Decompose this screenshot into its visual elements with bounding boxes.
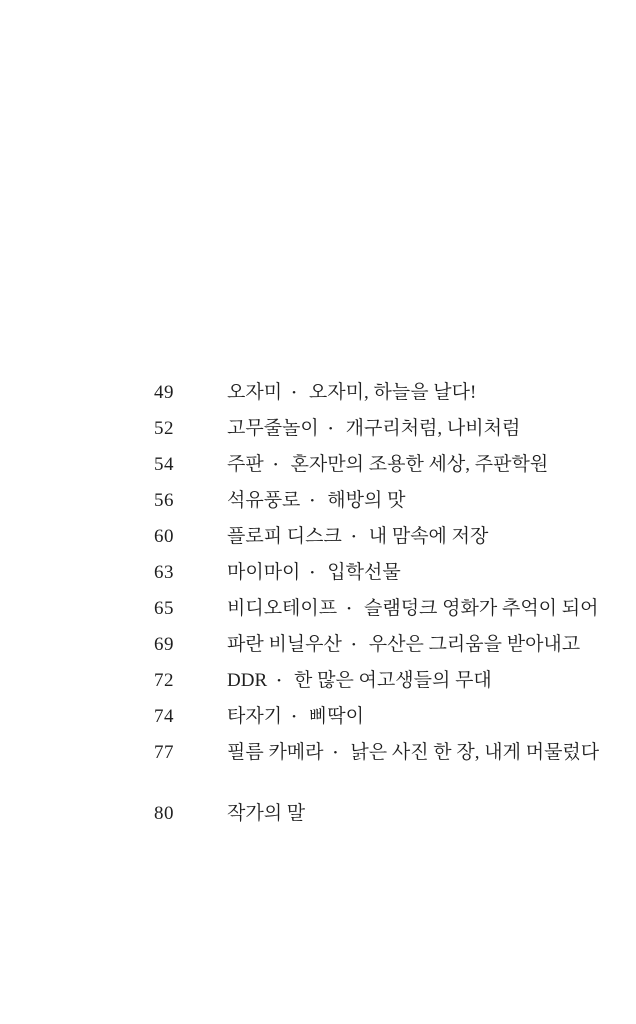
entry-subtitle: 삐딱이 — [308, 706, 364, 727]
entry-title — [227, 699, 616, 735]
toc-entry-author-note — [154, 796, 616, 832]
bullet-separator: • — [273, 459, 278, 471]
entry-item-label: 주판 — [227, 454, 264, 475]
entry-title — [227, 591, 616, 627]
bullet-separator: • — [292, 711, 296, 723]
entry-item-label: 작가의 말 — [227, 803, 306, 824]
toc-entry — [154, 663, 616, 699]
entry-item-label: 파란 비닐우산 — [227, 634, 342, 655]
entry-title — [227, 796, 616, 832]
entry-title — [227, 519, 616, 555]
table-of-contents — [154, 375, 616, 832]
entry-subtitle: 오자미, 하늘을 날다! — [308, 382, 477, 403]
entry-title — [227, 627, 616, 663]
toc-entry — [154, 735, 616, 771]
entry-item-label: 타자기 — [227, 706, 283, 727]
entry-title — [227, 483, 616, 519]
toc-entry — [154, 699, 616, 735]
entry-subtitle: 한 많은 여고생들의 무대 — [293, 670, 492, 691]
toc-entry — [154, 447, 616, 483]
toc-entry — [154, 627, 616, 663]
bullet-separator: • — [347, 603, 351, 615]
toc-list — [154, 375, 616, 771]
entry-title — [227, 735, 616, 771]
page-number: 49 — [154, 382, 174, 403]
entry-subtitle: 입학선물 — [327, 562, 401, 583]
page-number: 80 — [154, 803, 174, 824]
toc-entry — [154, 591, 616, 627]
page-number: 69 — [154, 634, 174, 655]
entry-item-label: 비디오테이프 — [227, 598, 338, 619]
entry-title — [227, 555, 616, 591]
entry-subtitle: 우산은 그리움을 받아내고 — [368, 634, 581, 655]
page-number: 56 — [154, 490, 174, 511]
entry-item-label: 플로피 디스크 — [227, 526, 342, 547]
entry-title — [227, 663, 616, 699]
bullet-separator: • — [328, 423, 333, 435]
page-number: 72 — [154, 670, 174, 691]
entry-title — [227, 447, 616, 483]
entry-subtitle: 낡은 사진 한 장, 내게 머물렀다 — [350, 742, 600, 763]
entry-subtitle: 혼자만의 조용한 세상, 주판학원 — [290, 454, 549, 475]
bullet-separator: • — [292, 387, 296, 399]
toc-entry — [154, 483, 616, 519]
entry-subtitle: 해방의 맛 — [327, 490, 406, 511]
toc-entry — [154, 411, 616, 447]
bullet-separator: • — [277, 675, 281, 687]
page-number: 52 — [154, 418, 174, 439]
bullet-separator: • — [351, 531, 356, 543]
toc-entry — [154, 375, 616, 411]
entry-item-label: DDR — [227, 670, 268, 691]
entry-subtitle: 개구리처럼, 나비처럼 — [345, 418, 521, 439]
page-number: 74 — [154, 706, 174, 727]
page-number: 60 — [154, 526, 174, 547]
entry-subtitle: 내 맘속에 저장 — [368, 526, 489, 547]
bullet-separator: • — [310, 567, 315, 579]
toc-entry — [154, 555, 616, 591]
bullet-separator: • — [310, 495, 315, 507]
entry-title — [227, 411, 616, 447]
page-number: 65 — [154, 598, 174, 619]
entry-item-label: 마이마이 — [227, 562, 301, 583]
toc-entry — [154, 519, 616, 555]
entry-item-label: 오자미 — [227, 382, 283, 403]
entry-title — [227, 375, 616, 411]
bullet-separator: • — [333, 747, 338, 759]
entry-item-label: 석유풍로 — [227, 490, 301, 511]
entry-item-label: 고무줄놀이 — [227, 418, 319, 439]
entry-item-label: 필름 카메라 — [227, 742, 324, 763]
page-number: 77 — [154, 742, 174, 763]
page-number: 63 — [154, 562, 174, 583]
bullet-separator: • — [351, 639, 356, 651]
page-number: 54 — [154, 454, 174, 475]
entry-subtitle: 슬램덩크 영화가 추억이 되어 — [363, 598, 599, 619]
